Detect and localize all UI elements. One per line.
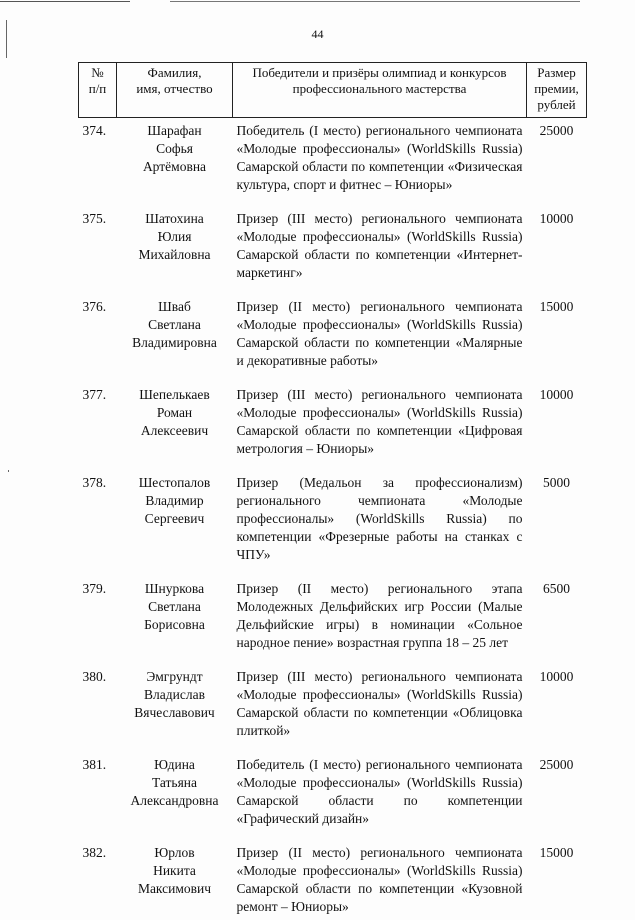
row-achievement: Призер (III место) регионального чемпионата «Молодые профессионалы» (WorldSkills Russia) Самарской области по компетенции «Интернет-маркетинг» [233,198,527,286]
table-row [79,118,587,199]
row-number: 376. [79,286,117,374]
name-part: Юдина [117,756,233,774]
row-achievement: Призер (Медальон за профессионализм) регионального чемпионата «Молодые профессионалы» (WorldSkills Russia) по компетенции «Фрезерные работы на станках с ЧПУ» [233,462,527,568]
name-part: Борисовна [117,616,233,634]
row-bonus-amount: 25000 [527,118,587,199]
table-row [79,198,587,286]
row-bonus-amount: 25000 [527,744,587,832]
name-part: Сергеевич [117,510,233,528]
row-full-name [117,374,233,462]
row-bonus-amount: 10000 [527,656,587,744]
table-body [79,118,587,920]
scan-line [0,1,130,2]
row-full-name [117,656,233,744]
header-full-name: Фамилия, имя, отчество [117,63,233,118]
name-part: Шнуркова [117,580,233,598]
row-achievement: Призер (III место) регионального чемпионата «Молодые профессионалы» (WorldSkills Russia) Самарской области по компетенции «Цифровая метрология – Юниоры» [233,374,527,462]
name-part: Владимировна [117,334,233,352]
row-bonus-amount: 15000 [527,832,587,920]
row-number: 378. [79,462,117,568]
table-row [79,744,587,832]
row-number: 375. [79,198,117,286]
row-full-name [117,462,233,568]
name-part: Юлия [117,228,233,246]
name-part: Эмгрундт [117,668,233,686]
name-part: Владимир [117,492,233,510]
row-number: 379. [79,568,117,656]
table-row [79,656,587,744]
row-full-name [117,744,233,832]
row-number: 380. [79,656,117,744]
name-part: Вячеславович [117,704,233,722]
name-part: Шарафан [117,122,233,140]
name-part: Максимович [117,880,233,898]
page-number: 44 [0,27,635,42]
row-number: 382. [79,832,117,920]
row-bonus-amount: 10000 [527,374,587,462]
table-row [79,832,587,920]
row-bonus-amount: 10000 [527,198,587,286]
table-row [79,286,587,374]
scan-line [170,1,580,2]
scan-margin-mark [8,470,9,472]
row-full-name [117,832,233,920]
row-number: 381. [79,744,117,832]
table-header-row [79,63,587,118]
name-part: Светлана [117,316,233,334]
name-part: Софья [117,140,233,158]
row-number: 377. [79,374,117,462]
name-part: Юрлов [117,844,233,862]
table-row [79,374,587,462]
name-part: Артёмовна [117,158,233,176]
scan-edge [0,0,635,6]
name-part: Шестопалов [117,474,233,492]
row-achievement: Победитель (I место) регионального чемпионата «Молодые профессионалы» (WorldSkills Russia) Самарской области по компетенции «Графический дизайн» [233,744,527,832]
row-bonus-amount: 6500 [527,568,587,656]
header-number: № п/п [79,63,117,118]
name-part: Никита [117,862,233,880]
table-row [79,568,587,656]
row-full-name [117,568,233,656]
name-part: Татьяна [117,774,233,792]
header-achievement: Победители и призёры олимпиад и конкурсов профессионального мастерства [233,63,527,118]
name-part: Александровна [117,792,233,810]
row-achievement: Призер (II место) регионального чемпионата «Молодые профессионалы» (WorldSkills Russia) Самарской области по компетенции «Малярные и декоративные работы» [233,286,527,374]
name-part: Шатохина [117,210,233,228]
table-row [79,462,587,568]
row-bonus-amount: 5000 [527,462,587,568]
name-part: Михайловна [117,246,233,264]
row-achievement: Призер (II место) регионального этапа Молодежных Дельфийских игр России (Малые Дельфийские игры) в номинации «Сольное народное пение» возрастная группа 18 – 25 лет [233,568,527,656]
name-part: Шепелькаев [117,386,233,404]
name-part: Роман [117,404,233,422]
awardees-table [78,62,587,920]
name-part: Владислав [117,686,233,704]
row-number: 374. [79,118,117,199]
row-achievement: Призер (II место) регионального чемпионата «Молодые профессионалы» (WorldSkills Russia) Самарской области по компетенции «Кузовной ремонт – Юниоры» [233,832,527,920]
name-part: Шваб [117,298,233,316]
row-bonus-amount: 15000 [527,286,587,374]
header-bonus-amount: Размер премии, рублей [527,63,587,118]
row-achievement: Призер (III место) регионального чемпионата «Молодые профессионалы» (WorldSkills Russia) Самарской области по компетенции «Облицовка плиткой» [233,656,527,744]
row-achievement: Победитель (I место) регионального чемпионата «Молодые профессионалы» (WorldSkills Russia) Самарской области по компетенции «Физическая культура, спорт и фитнес – Юниоры» [233,118,527,199]
row-full-name [117,118,233,199]
row-full-name [117,198,233,286]
name-part: Светлана [117,598,233,616]
name-part: Алексеевич [117,422,233,440]
row-full-name [117,286,233,374]
